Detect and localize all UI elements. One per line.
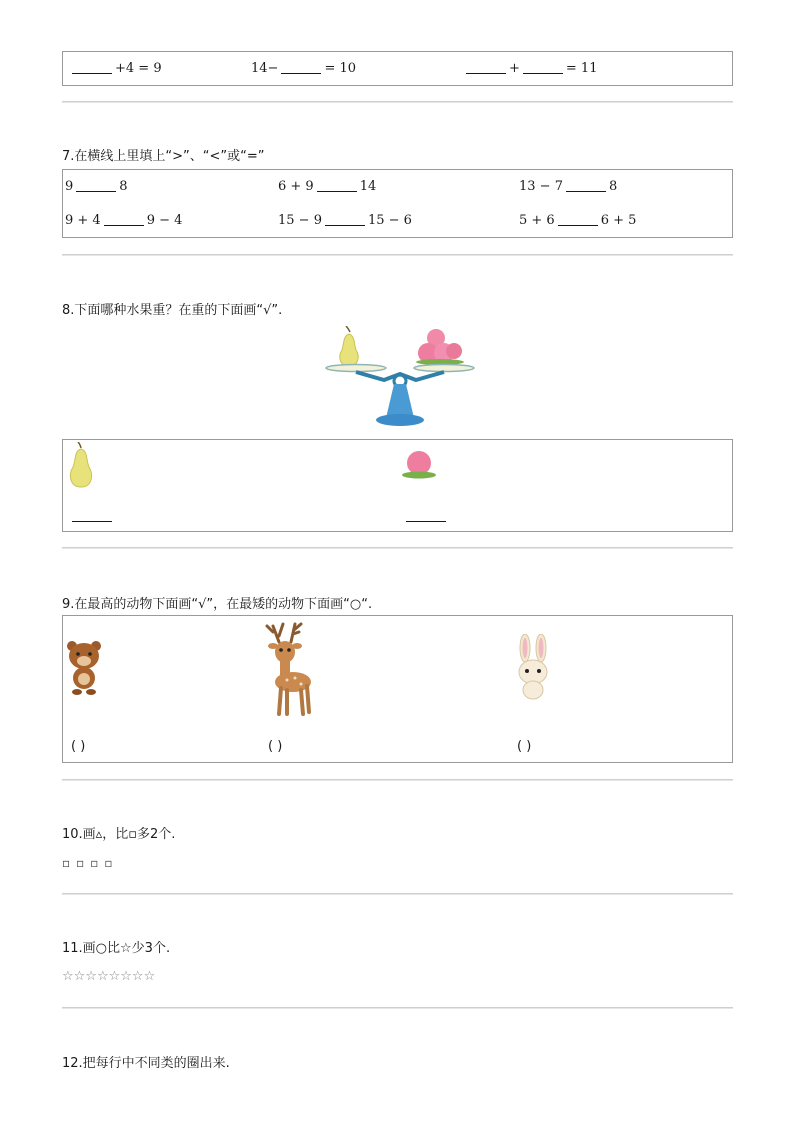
- q8-title: 8.下面哪种水果重？在重的下面画“√”.: [62, 303, 283, 318]
- bear-icon: [65, 638, 103, 696]
- deer-icon: [263, 620, 317, 718]
- separator: [62, 254, 733, 255]
- balance-scale-icon: [322, 326, 478, 428]
- answer-blank[interactable]: [317, 190, 357, 192]
- peach-icon: [400, 448, 438, 480]
- q11-title: 11.画○比☆少3个.: [62, 941, 171, 956]
- q7-r2c3: 5 + 6 6 + 5: [519, 213, 637, 228]
- q7-box: [62, 169, 733, 238]
- q7-title: 7.在横线上里填上“>”、“<”或“=”: [62, 149, 265, 164]
- answer-blank[interactable]: [406, 520, 446, 522]
- answer-blank[interactable]: [566, 190, 606, 192]
- square-shapes: ▫▫▫▫: [62, 856, 119, 870]
- q9-box: [62, 615, 733, 763]
- answer-blank[interactable]: [72, 72, 112, 74]
- separator: [62, 101, 733, 102]
- answer-blank[interactable]: [72, 520, 112, 522]
- q7-r2c2: 15 − 9 15 − 6: [278, 213, 412, 228]
- answer-blank[interactable]: [558, 224, 598, 226]
- separator: [62, 547, 733, 548]
- q9-title: 9.在最高的动物下面画“√”，在最矮的动物下面画“○“.: [62, 597, 373, 612]
- q7-r2c1: 9 + 4 9 − 4: [65, 213, 183, 228]
- answer-blank[interactable]: [325, 224, 365, 226]
- q6-item-1: +4 = 9: [69, 61, 162, 76]
- answer-paren-deer[interactable]: ( ): [268, 739, 283, 754]
- q12-title: 12.把每行中不同类的圈出来.: [62, 1056, 230, 1071]
- separator: [62, 893, 733, 894]
- answer-paren-bear[interactable]: ( ): [71, 739, 86, 754]
- answer-blank[interactable]: [76, 190, 116, 192]
- q6-item-3: + = 11: [463, 61, 597, 76]
- answer-blank[interactable]: [104, 224, 144, 226]
- pear-icon: [65, 442, 97, 488]
- answer-blank[interactable]: [281, 72, 321, 74]
- q8-box: [62, 439, 733, 532]
- q6-item-2: 14− = 10: [251, 61, 357, 76]
- q6-box: [62, 51, 733, 86]
- separator: [62, 779, 733, 780]
- q7-r1c1: 9 8: [65, 179, 128, 194]
- rabbit-icon: [511, 634, 555, 702]
- answer-blank[interactable]: [466, 72, 506, 74]
- star-shapes: ☆☆☆☆☆☆☆☆: [62, 969, 156, 984]
- q10-title: 10.画▵，比▫多2个.: [62, 827, 176, 842]
- q7-r1c2: 6 + 9 14: [278, 179, 377, 194]
- q7-r1c3: 13 − 7 8: [519, 179, 618, 194]
- separator: [62, 1007, 733, 1008]
- answer-blank[interactable]: [523, 72, 563, 74]
- answer-paren-rabbit[interactable]: ( ): [517, 739, 532, 754]
